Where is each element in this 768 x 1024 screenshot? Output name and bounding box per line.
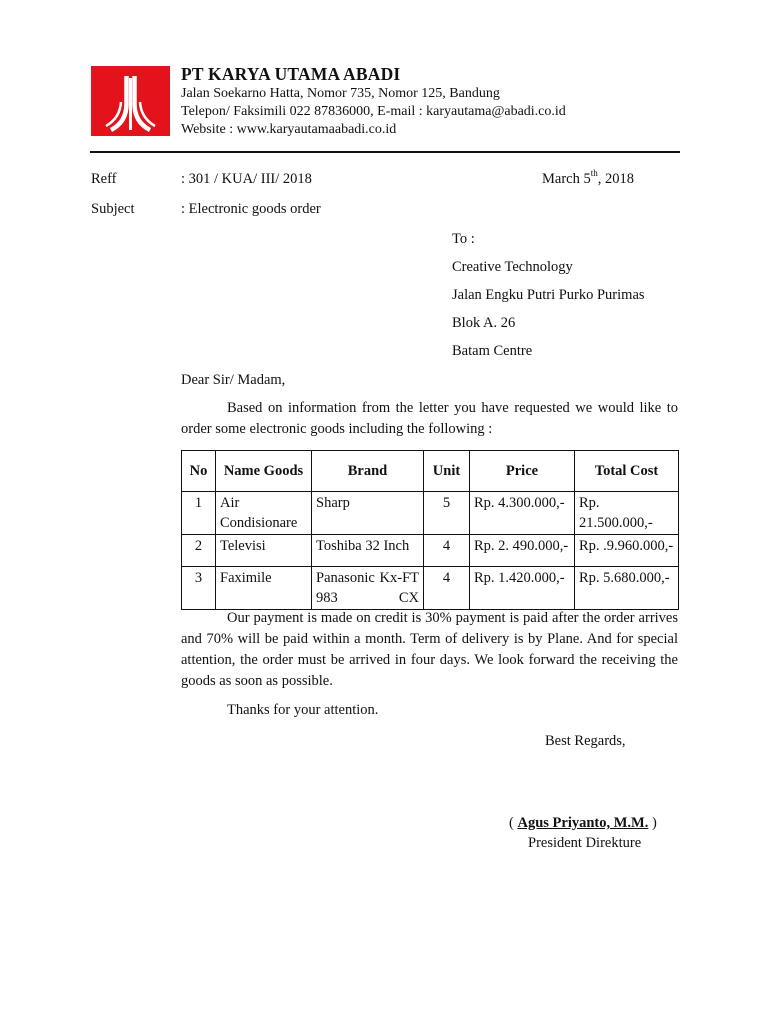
reff-label: Reff bbox=[91, 171, 117, 187]
cell-price: Rp. 4.300.000,- bbox=[470, 492, 575, 535]
recipient-street: Jalan Engku Putri Purko Purimas bbox=[452, 287, 645, 303]
table-row bbox=[182, 567, 679, 610]
cell-price: Rp. 1.420.000,- bbox=[470, 567, 575, 610]
cell-brand: Sharp bbox=[312, 492, 424, 535]
intro-paragraph: Based on information from the letter you have requested we would like to order some electronic goods including the following : bbox=[181, 400, 678, 437]
recipient-to: To : bbox=[452, 231, 475, 247]
payment-paragraph: Our payment is made on credit is 30% payment is paid after the order arrives and 70% will be paid within a month. Term of delivery is by Plane. And for special attention, the order must be arrived in four days. We look forward the receiving the goods as soon as possible. bbox=[181, 610, 678, 689]
header-no: No bbox=[182, 451, 216, 492]
table-header-row bbox=[182, 451, 679, 492]
cell-no: 2 bbox=[182, 535, 216, 567]
cell-unit: 5 bbox=[424, 492, 470, 535]
recipient-block: Blok A. 26 bbox=[452, 315, 516, 331]
header-price: Price bbox=[470, 451, 575, 492]
cell-name: Faximile bbox=[216, 567, 312, 610]
cell-total: Rp. .9.960.000,- bbox=[575, 535, 679, 567]
greeting: Dear Sir/ Madam, bbox=[181, 372, 286, 388]
cell-price: Rp. 2. 490.000,- bbox=[470, 535, 575, 567]
cell-total: Rp. 5.680.000,- bbox=[575, 567, 679, 610]
cell-unit: 4 bbox=[424, 567, 470, 610]
table-row bbox=[182, 492, 679, 535]
company-name: PT KARYA UTAMA ABADI bbox=[181, 64, 401, 84]
reff-value: : 301 / KUA/ III/ 2018 bbox=[181, 171, 312, 187]
cell-name: Air Condisionare bbox=[216, 492, 312, 535]
letter-date: March 5th, 2018 bbox=[542, 168, 634, 187]
cell-brand: Toshiba 32 Inch bbox=[312, 535, 424, 567]
subject-value: : Electronic goods order bbox=[181, 201, 321, 217]
cell-no: 3 bbox=[182, 567, 216, 610]
cell-total: Rp. 21.500.000,- bbox=[575, 492, 679, 535]
header-divider bbox=[90, 151, 680, 153]
closing-regards: Best Regards, bbox=[545, 733, 626, 749]
cell-name: Televisi bbox=[216, 535, 312, 567]
header-total-cost: Total Cost bbox=[575, 451, 679, 492]
header-unit: Unit bbox=[424, 451, 470, 492]
company-phone-email: Telepon/ Faksimili 022 87836000, E-mail : karyautama@abadi.co.id bbox=[181, 104, 566, 119]
cell-unit: 4 bbox=[424, 535, 470, 567]
subject-label: Subject bbox=[91, 201, 135, 217]
header-name-goods: Name Goods bbox=[216, 451, 312, 492]
table-row bbox=[182, 535, 679, 567]
goods-table bbox=[181, 450, 679, 610]
header-brand: Brand bbox=[312, 451, 424, 492]
company-logo bbox=[91, 66, 170, 136]
recipient-city: Batam Centre bbox=[452, 343, 533, 359]
signatory-title: President Direkture bbox=[528, 835, 642, 851]
recipient-name: Creative Technology bbox=[452, 259, 573, 275]
atari-style-logo-icon bbox=[91, 66, 170, 136]
company-address: Jalan Soekarno Hatta, Nomor 735, Nomor 125, Bandung bbox=[181, 86, 500, 101]
signatory-name: ( Agus Priyanto, M.M. ) bbox=[509, 815, 657, 831]
company-website: Website : www.karyautamaabadi.co.id bbox=[181, 122, 397, 137]
cell-no: 1 bbox=[182, 492, 216, 535]
cell-brand: Panasonic Kx-FT 983 CX bbox=[312, 567, 424, 610]
thanks-line: Thanks for your attention. bbox=[227, 702, 379, 718]
